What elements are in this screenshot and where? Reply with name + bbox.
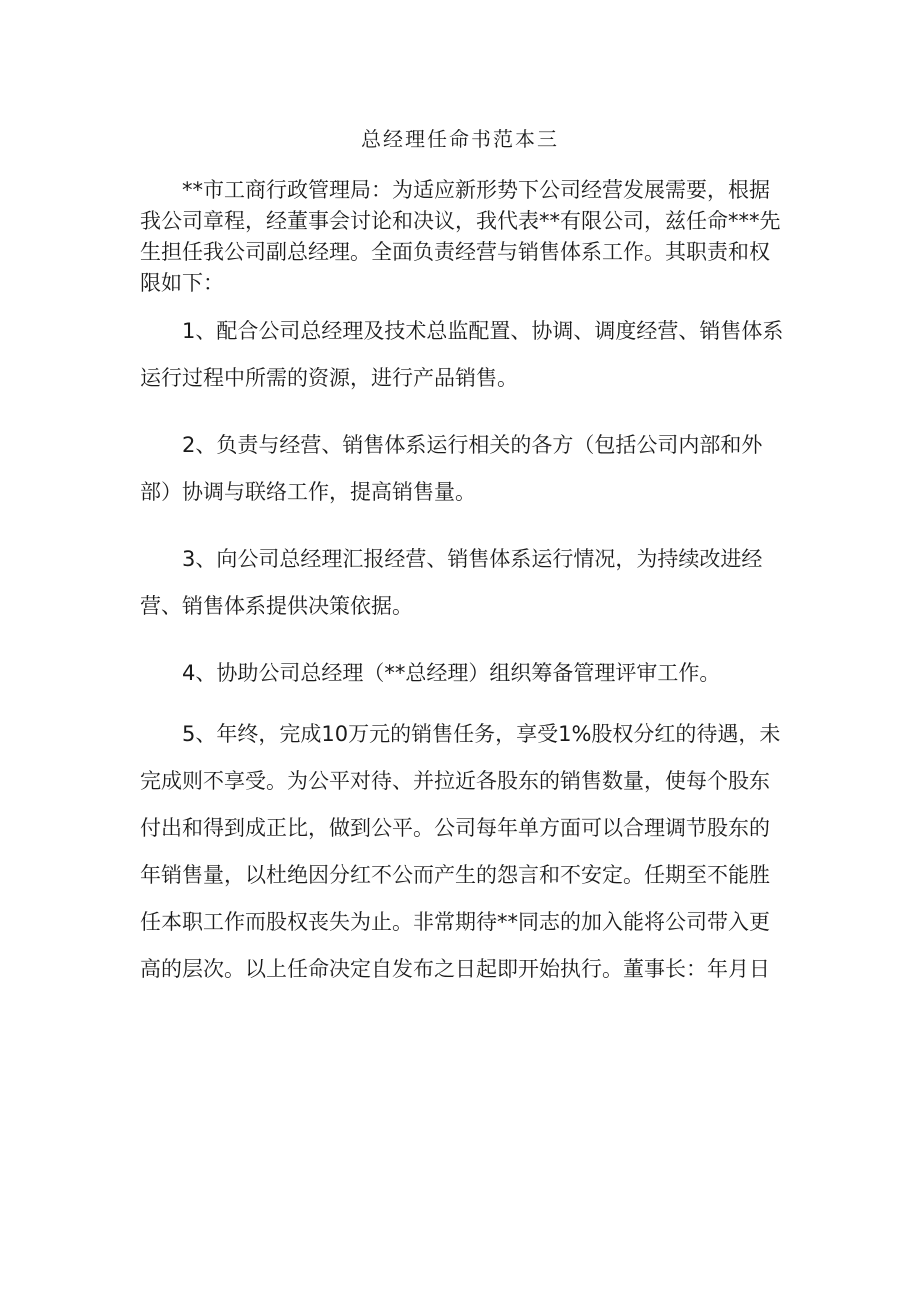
duty-item-3: 3、向公司总经理汇报经营、销售体系运行情况，为持续改进经营、销售体系提供决策依据。 (140, 547, 763, 618)
duty-item-4: 4、协助公司总经理（**总经理）组织筹备管理评审工作。 (182, 661, 721, 685)
duty-item-1: 1、配合公司总经理及技术总监配置、协调、调度经营、销售体系运行过程中所需的资源，进行产品销售。 (140, 319, 784, 390)
duty-item-2: 2、负责与经营、销售体系运行相关的各方（包括公司内部和外部）协调与联络工作，提高销售量。 (140, 433, 763, 504)
intro-paragraph: **市工商行政管理局：为适应新形势下公司经营发展需要，根据我公司章程，经董事会讨论和决议，我代表**有限公司，兹任命***先生担任我公司副总经理。全面负责经营与销售体系工作。其职责和权限如下： (140, 178, 781, 295)
duty-item-5: 5、年终，完成10万元的销售任务，享受1%股权分红的待遇，未完成则不享受。为公平对待、并拉近各股东的销售数量，使每个股东付出和得到成正比，做到公平。公司每年单方面可以合理调节股东的年销售量，以杜绝因分红不公而产生的怨言和不安定。任期至不能胜任本职工作而股权丧失为止。非常期待**同志的加入能将公司带入更高的层次。以上任命决定自发布之日起即开始执行。董事长：年月日 (140, 722, 781, 981)
duties-list (140, 308, 790, 1013)
document-title: 总经理任命书范本三 (361, 127, 559, 151)
